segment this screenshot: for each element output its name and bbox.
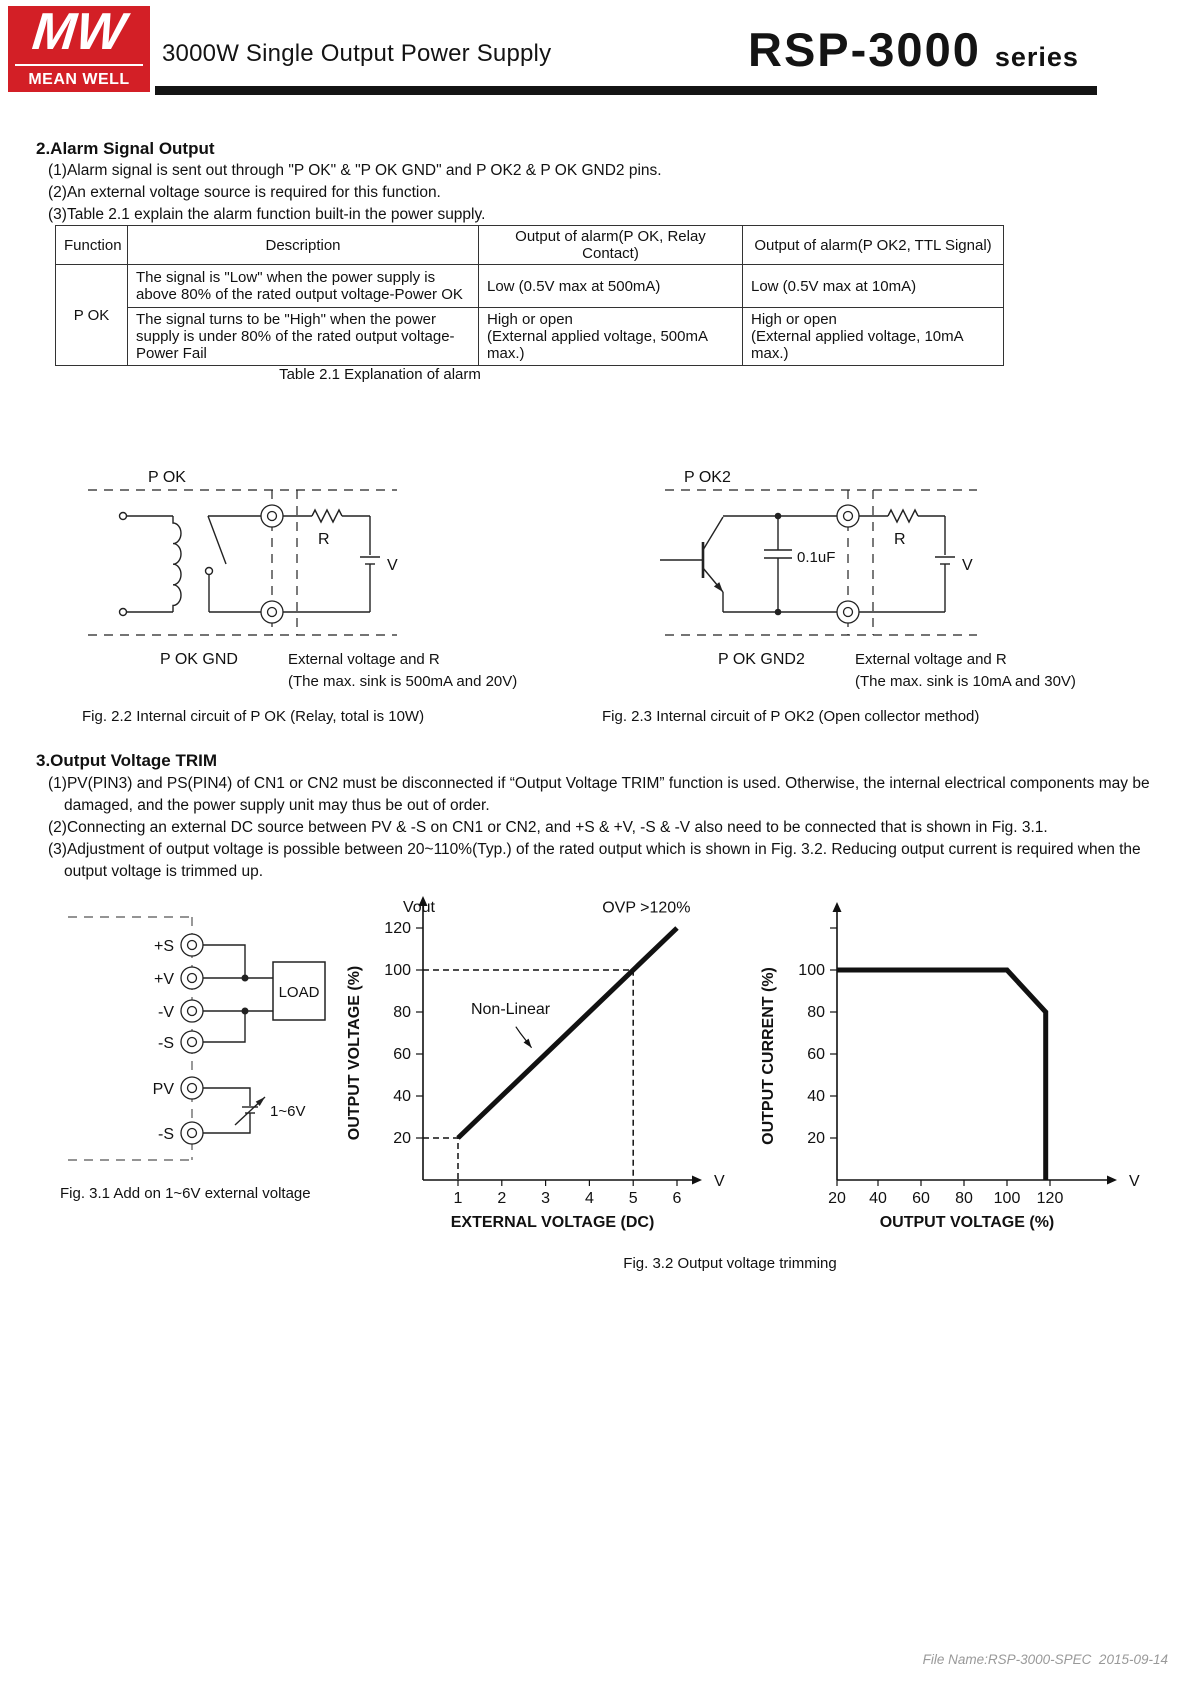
y-tick-label: 120 [384, 920, 411, 937]
cell-ttl-2-line1: High or open [751, 311, 837, 328]
x-tick-label: 1 [453, 1190, 463, 1207]
section2-item-2: (2)An external voltage source is required for this function. [48, 184, 441, 201]
fig22-top-label: P OK [148, 469, 186, 486]
series-line [458, 928, 677, 1138]
x-axis-title: EXTERNAL VOLTAGE (DC) [450, 1214, 655, 1231]
fig23-external-note: (The max. sink is 10mA and 30V) [855, 673, 1076, 690]
relay-coil [120, 513, 182, 616]
terminal-label-minus-s2: -S [158, 1126, 174, 1143]
cell-ttl-2 [743, 308, 1004, 366]
series-suffix: series [994, 42, 1079, 72]
section3-item-3: (3)Adjustment of output voltage is possible between 20~110%(Typ.) of the rated output which is shown in Fig. 3.2. Reducing output current is required when the output voltage is trimmed up. [48, 841, 1141, 880]
fig23-bottom-label: P OK GND2 [718, 651, 805, 668]
pok-terminals [261, 505, 283, 623]
logo-divider [15, 64, 143, 66]
terminal-label-pv: PV [152, 1081, 174, 1098]
cell-relay-1: Low (0.5V max at 500mA) [479, 265, 743, 308]
psu-boundary-dashed [88, 490, 397, 635]
alarm-table [55, 225, 1004, 366]
y-tick-label: 60 [393, 1046, 411, 1063]
cell-relay-2-line2: (External applied voltage, 500mA max.) [487, 328, 708, 362]
fig23-caption: Fig. 2.3 Internal circuit of P OK2 (Open collector method) [602, 708, 980, 725]
x-tick-label: 3 [541, 1190, 551, 1207]
x-tick-label: 100 [993, 1190, 1021, 1207]
chart-annotation: Non-Linear [470, 1001, 551, 1019]
fig23-resistor-label: R [894, 531, 906, 548]
cell-description-2: The signal turns to be "High" when the power supply is under 80% of the rated output voltage-Power Fail [128, 308, 479, 366]
y-axis-arrow-icon [833, 902, 842, 912]
trim-source-label: 1~6V [270, 1103, 306, 1120]
y-axis-top-label: Vout [402, 899, 435, 916]
section2-item-3: (3)Table 2.1 explain the alarm function built-in the power supply. [48, 206, 486, 223]
table-row [56, 308, 1004, 366]
series-name: RSP-3000 [748, 23, 981, 76]
terminal-labels [153, 938, 175, 1143]
cell-function: P OK [56, 265, 128, 366]
fig31-trim-wiring-diagram [50, 860, 340, 1170]
x-axis-arrow-icon [1107, 1176, 1117, 1185]
fig22-resistor-label: R [318, 531, 330, 548]
y-tick-label: 100 [384, 962, 411, 979]
header-rule [155, 86, 1097, 95]
meanwell-logo [8, 3, 150, 92]
cell-relay-2-line1: High or open [487, 311, 573, 328]
fig22-external-label: External voltage and R [288, 651, 440, 668]
fig23-top-label: P OK2 [684, 469, 731, 486]
x-tick-label: 5 [628, 1190, 638, 1207]
section3-heading: 3.Output Voltage TRIM [36, 751, 218, 770]
x-tick-label: 20 [828, 1190, 846, 1207]
x-tick-label: 40 [869, 1190, 887, 1207]
x-axis-arrow-icon [692, 1176, 702, 1185]
series-title [748, 22, 1168, 77]
table-row [56, 265, 1004, 308]
section3-item-1: (1)PV(PIN3) and PS(PIN4) of CN1 or CN2 must be disconnected if “Output Voltage TRIM” function is used. Otherwise, the internal electrical components may be damaged, and the power supply unit may thus be out of order. [48, 775, 1150, 814]
x-tick-label: 4 [584, 1190, 594, 1207]
fig23-external-label: External voltage and R [855, 651, 1007, 668]
table-caption: Table 2.1 Explanation of alarm [279, 366, 481, 383]
trim-voltage-chart [330, 880, 750, 1240]
fig32-caption: Fig. 3.2 Output voltage trimming [623, 1255, 837, 1272]
y-tick-label: 20 [807, 1130, 825, 1147]
sense-wires [203, 945, 273, 1042]
terminal-label-plus-s: +S [153, 938, 174, 955]
y-tick-label: 20 [393, 1130, 411, 1147]
y-tick-label: 80 [393, 1004, 411, 1021]
fig22-caption: Fig. 2.2 Internal circuit of P OK (Relay, total is 10W) [82, 708, 425, 725]
series-line [837, 970, 1046, 1180]
trim-source-branch [203, 1088, 265, 1133]
x-tick-label: 80 [955, 1190, 973, 1207]
fig22-external-note: (The max. sink is 500mA and 20V) [288, 673, 518, 690]
col-header-description: Description [128, 226, 479, 265]
section2-heading: 2.Alarm Signal Output [36, 139, 215, 158]
y-tick-label: 60 [807, 1046, 825, 1063]
page-title: 3000W Single Output Power Supply [162, 40, 552, 67]
y-axis-title: OUTPUT CURRENT (%) [760, 967, 777, 1145]
section2-items [48, 160, 1158, 226]
cell-relay-2 [479, 308, 743, 366]
y-axis-title: OUTPUT VOLTAGE (%) [346, 965, 363, 1141]
x-tick-label: 2 [497, 1190, 507, 1207]
fig23-pok2-circuit [600, 420, 1080, 690]
fig22-bottom-label: P OK GND [160, 651, 238, 668]
npn-transistor [660, 517, 723, 612]
terminal-label-minus-s: -S [158, 1035, 174, 1052]
section2-item-1: (1)Alarm signal is sent out through "P OK" & "P OK GND" and P OK2 & P OK GND2 pins. [48, 162, 662, 179]
cell-ttl-1: Low (0.5V max at 10mA) [743, 265, 1004, 308]
x-axis-title: OUTPUT VOLTAGE (%) [879, 1214, 1055, 1231]
terminal-label-minus-v: -V [158, 1004, 174, 1021]
pok2-terminals [837, 505, 859, 623]
x-axis-unit-label: V [1129, 1173, 1140, 1190]
y-tick-label: 80 [807, 1004, 825, 1021]
col-header-relay: Output of alarm(P OK, Relay Contact) [479, 226, 743, 265]
fig22-voltage-label: V [387, 557, 398, 574]
footer-file-name: File Name:RSP-3000-SPEC 2015-09-14 [922, 1652, 1168, 1667]
section3-item-2: (2)Connecting an external DC source between PV & -S on CN1 or CN2, and +S & +V, -S & -V also need to be connected that is shown in Fig. 3.1. [48, 819, 1048, 836]
load-label: LOAD [278, 984, 320, 1001]
x-axis-unit-label: V [714, 1173, 725, 1190]
terminal-label-plus-v: +V [153, 971, 174, 988]
fig22-pok-relay-circuit [60, 420, 530, 690]
chart-annotation: OVP >120% [602, 899, 691, 917]
fig23-voltage-label: V [962, 557, 973, 574]
relay-switch [206, 516, 262, 612]
x-tick-label: 120 [1036, 1190, 1064, 1207]
alarm-table-header-row [56, 226, 1004, 265]
x-tick-label: 60 [912, 1190, 930, 1207]
current-derating-chart [745, 880, 1175, 1240]
meanwell-logo-mw-icon: MW [29, 3, 129, 61]
y-tick-label: 100 [798, 962, 825, 979]
cell-ttl-2-line2: (External applied voltage, 10mA max.) [751, 328, 963, 362]
meanwell-logo-name: MEAN WELL [28, 71, 130, 88]
col-header-function: Function [56, 226, 128, 265]
col-header-ttl: Output of alarm(P OK2, TTL Signal) [743, 226, 1004, 265]
y-tick-label: 40 [393, 1088, 411, 1105]
y-tick-label: 40 [807, 1088, 825, 1105]
fig23-cap-label: 0.1uF [797, 549, 836, 566]
cell-description-1: The signal is "Low" when the power supply is above 80% of the rated output voltage-Power OK [128, 265, 479, 308]
guide-dashed-line [423, 1138, 458, 1180]
x-tick-label: 6 [672, 1190, 682, 1207]
fig31-caption: Fig. 3.1 Add on 1~6V external voltage [60, 1185, 311, 1202]
